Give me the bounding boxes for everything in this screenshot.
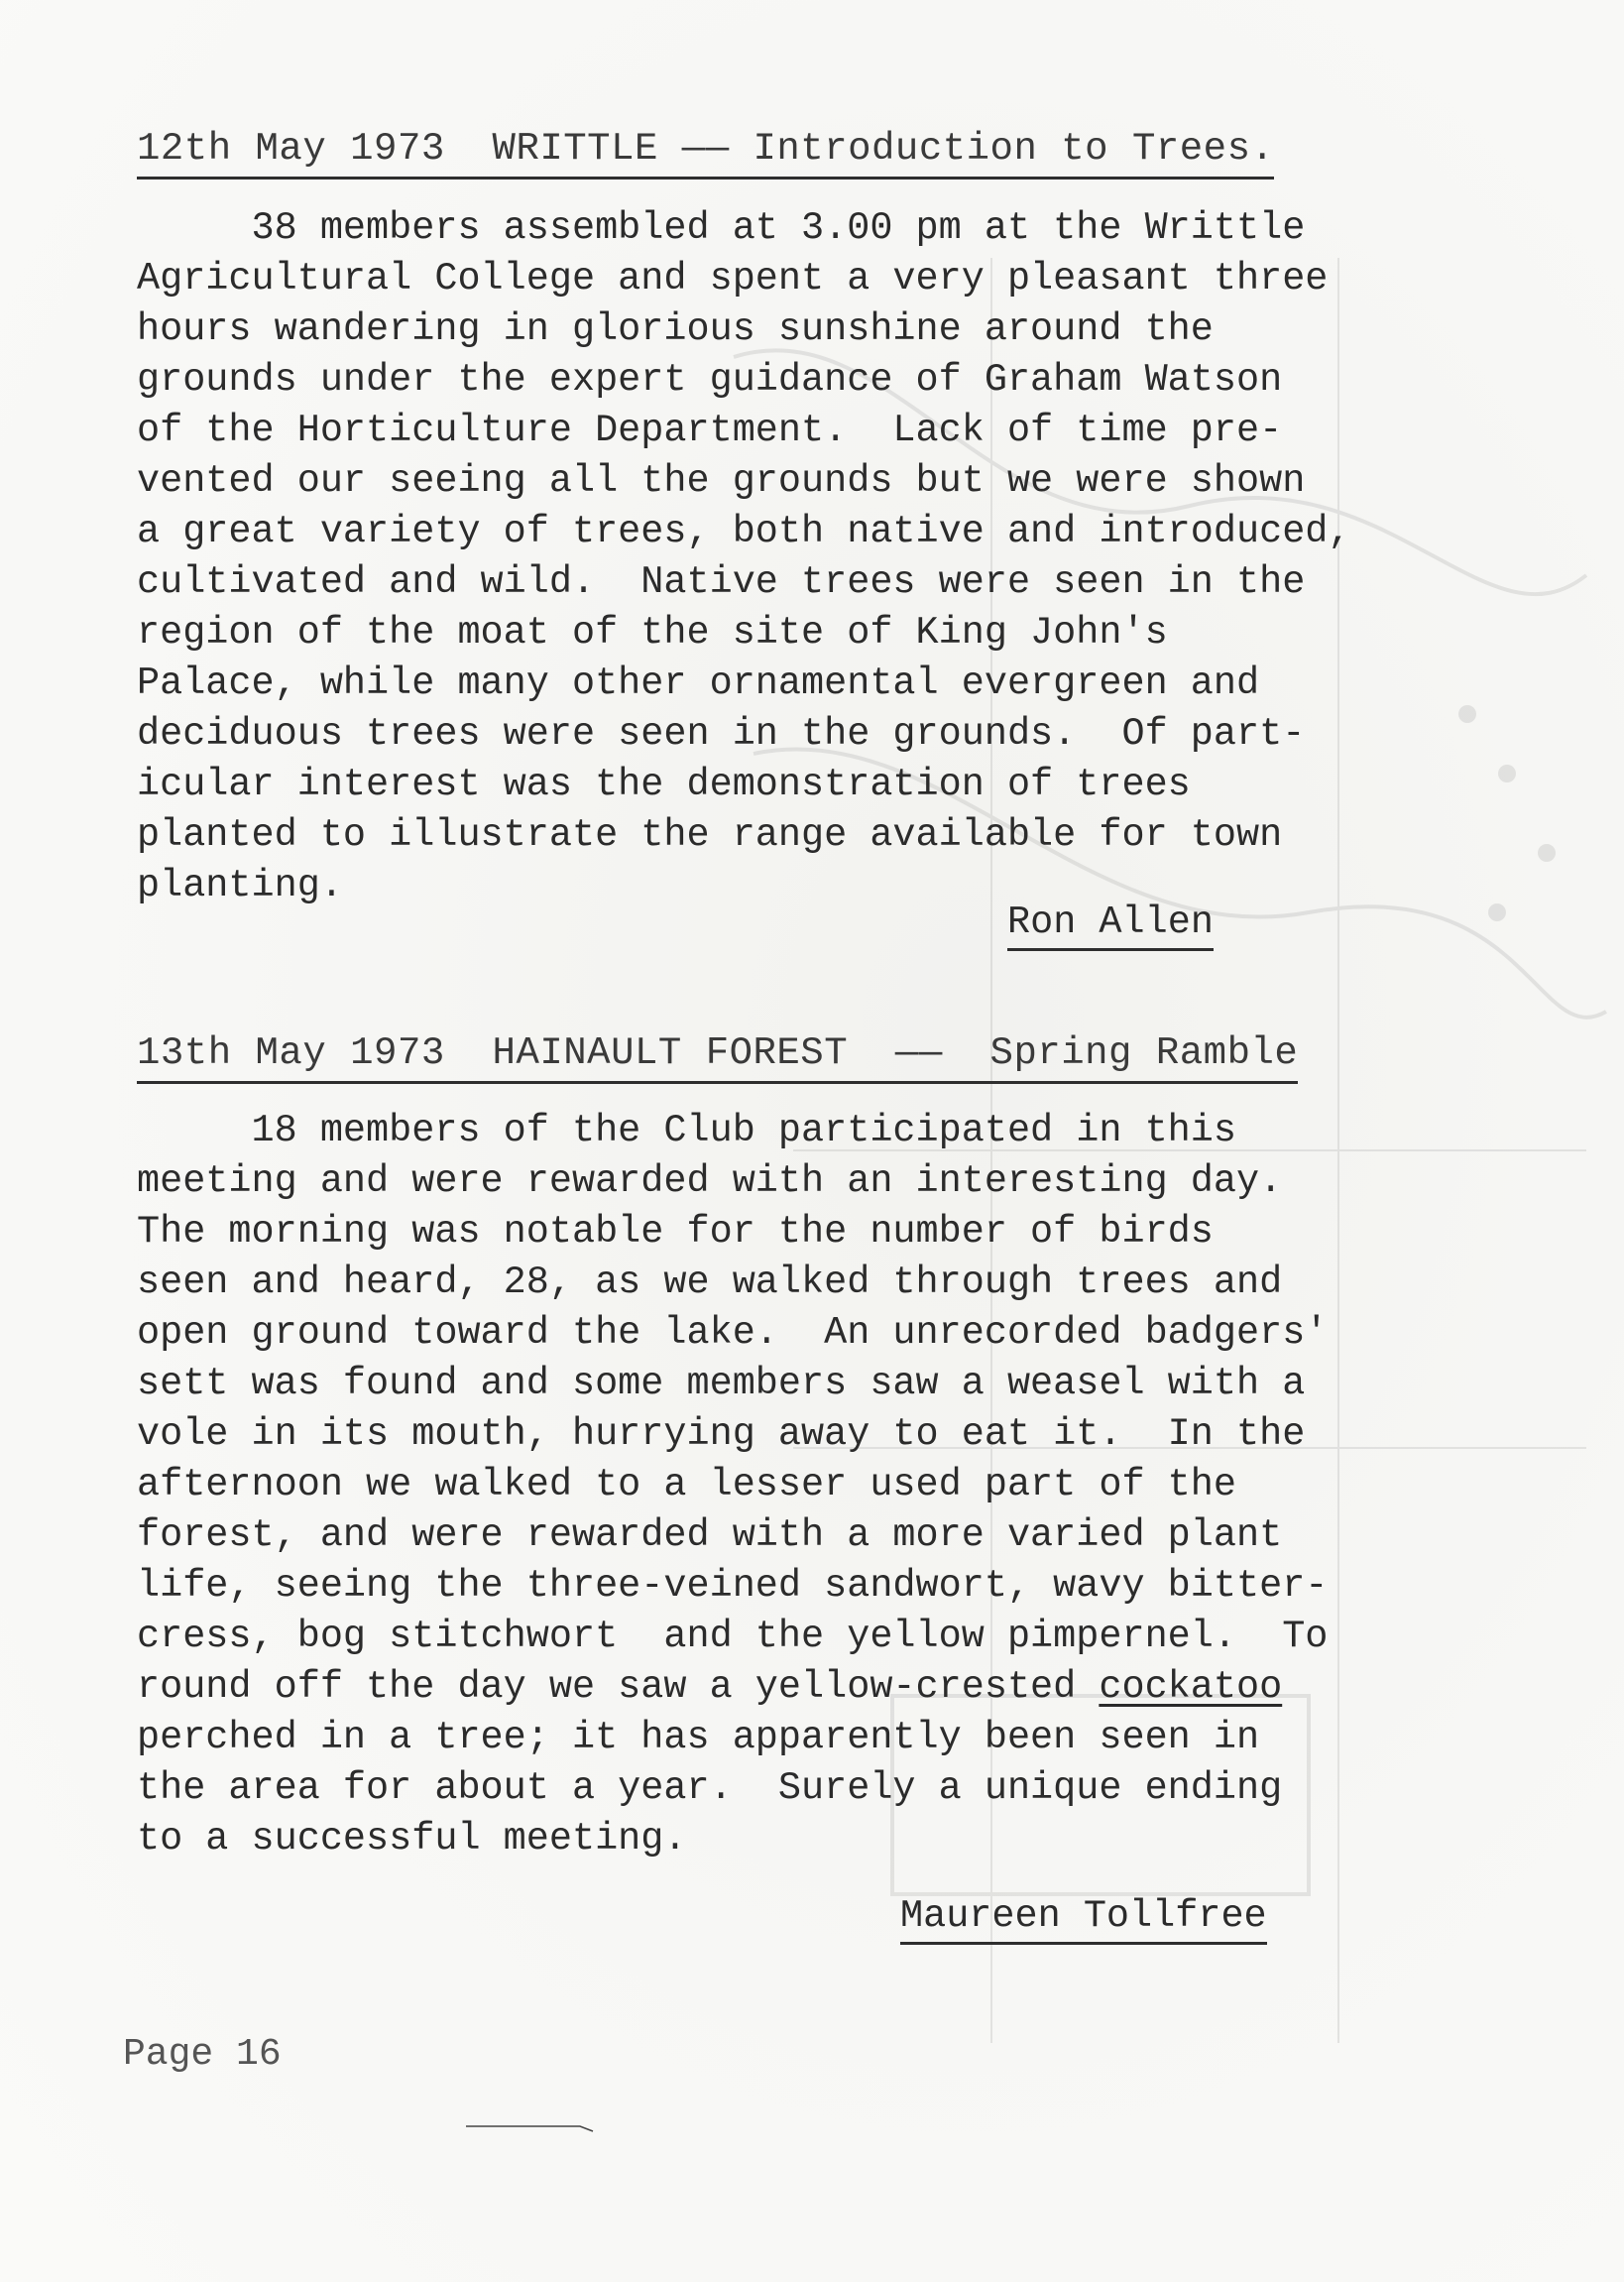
body-line: grounds under the expert guidance of Graham Watson (137, 358, 1283, 402)
body-line: meeting and were rewarded with an interesting day. (137, 1159, 1283, 1203)
body-line: Palace, while many other ornamental evergreen and (137, 661, 1260, 705)
author-signature: Maureen Tollfree (900, 1894, 1267, 1945)
body-line: a great variety of trees, both native and introduced, (137, 510, 1351, 553)
body-line: Agricultural College and spent a very pleasant three (137, 257, 1329, 300)
body-line: cress, bog stitchwort and the yellow pimpernel. To (137, 1615, 1329, 1658)
body-line: region of the moat of the site of King John's (137, 611, 1168, 655)
body-line: The morning was notable for the number of birds (137, 1210, 1214, 1254)
section-heading: 12th May 1973 WRITTLE —— Introduction to Trees. (137, 127, 1274, 180)
body-line: 38 members assembled at 3.00 pm at the Writtle (137, 206, 1306, 250)
body-line: planting. (137, 864, 343, 907)
body-line: life, seeing the three-veined sandwort, wavy bitter- (137, 1564, 1329, 1608)
page-number: Page 16 (123, 2033, 282, 2076)
body-line: vented our seeing all the grounds but we were shown (137, 459, 1306, 503)
body-line: open ground toward the lake. An unrecorded badgers' (137, 1311, 1329, 1355)
report-hainault-forest (137, 1031, 1525, 1864)
body-line: cultivated and wild. Native trees were seen in the (137, 560, 1306, 604)
report-body (137, 203, 1525, 911)
body-line: vole in its mouth, hurrying away to eat it. In the (137, 1412, 1306, 1456)
body-line: forest, and were rewarded with a more varied plant (137, 1513, 1283, 1557)
body-line: icular interest was the demonstration of trees (137, 763, 1191, 806)
body-line: perched in a tree; it has apparently been seen in (137, 1716, 1260, 1759)
body-line: to a successful meeting. (137, 1817, 687, 1861)
section-heading: 13th May 1973 HAINAULT FOREST —— Spring Ramble (137, 1031, 1298, 1084)
author-signature: Ron Allen (1007, 901, 1214, 951)
stray-pen-mark (466, 2122, 595, 2132)
body-line (137, 1662, 1525, 1713)
body-line: of the Horticulture Department. Lack of time pre- (137, 409, 1283, 452)
body-line: sett was found and some members saw a weasel with a (137, 1362, 1306, 1405)
body-line: the area for about a year. Surely a unique ending (137, 1766, 1283, 1810)
body-line: 18 members of the Club participated in this (137, 1109, 1236, 1152)
body-line: seen and heard, 28, as we walked through trees and (137, 1261, 1283, 1304)
body-line: deciduous trees were seen in the grounds. Of part- (137, 712, 1306, 756)
underlined-word: cockatoo (1099, 1665, 1283, 1709)
body-line-text: round off the day we saw a yellow-crested (137, 1665, 1100, 1709)
report-writtle (137, 127, 1525, 911)
body-line: afternoon we walked to a lesser used part of the (137, 1463, 1236, 1506)
body-line: hours wandering in glorious sunshine around the (137, 307, 1214, 351)
report-body (137, 1106, 1525, 1864)
body-line: planted to illustrate the range available for town (137, 813, 1283, 857)
